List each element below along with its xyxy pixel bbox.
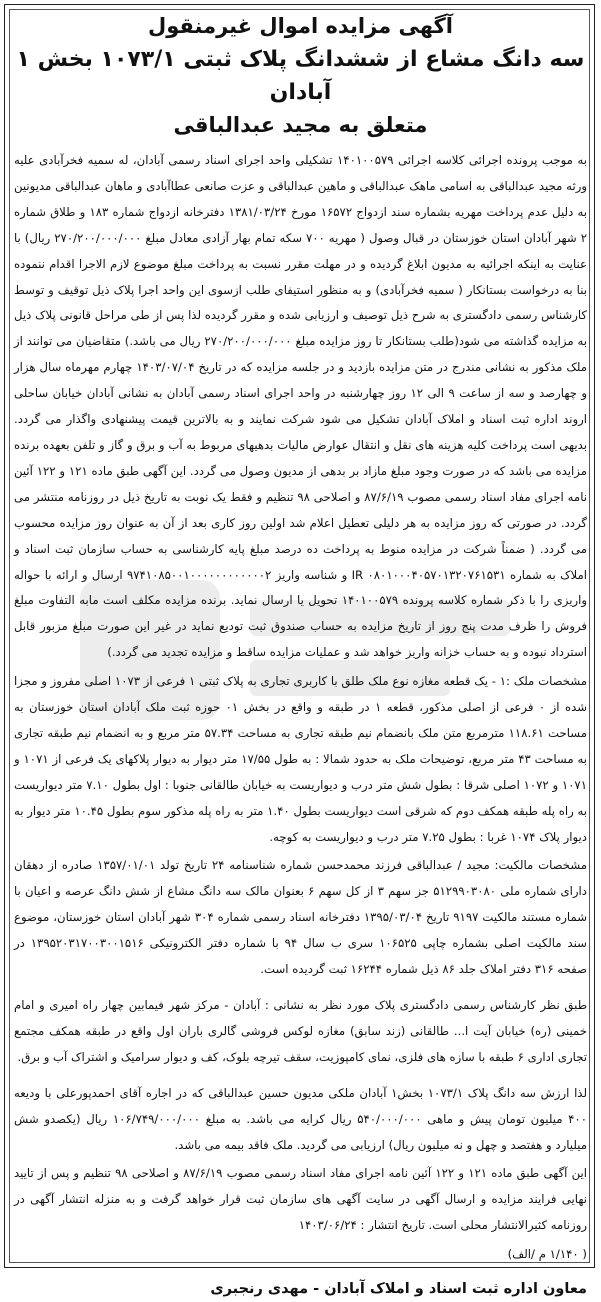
paragraph-property-specs: مشخصات ملک :۱ - یک قطعه مغازه نوع ملک طلق با کاربری تجاری به پلاک ثبتی ۱ فرعی از ۱۰۷۳ اصلی مفروز و مجزا شده از ۰ فرعی از اصلی مذکور، قطعه ۱ در طبقه و واقع در بخش ۰۱ حوزه ثبت ملک آبادان استان خوزستان به مساحت ۱۱۸.۶۱ مترمربع متن ملک بانضمام نیم طبقه تجاری به مساحت ۵۷.۳۴ متر مربع و به انضمام نیم طبقه تجاری به مساحت ۴۳ متر مربع، توضیحات ملک به حدود شمالا : به طول ۱۷/۵۵ متر دیوار به دیوار پلاکهای یک فرعی از ۱۰۷۱ و ۱۰۷۱ و ۱۰۷۲ اصلی شرقا : بطول شش متر درب و دیواریست به خیابان طالقانی جنوبا : اول بطول ۷.۱۰ متر دیواریست به راه پله طبقه همکف دوم که شرقی است دیواریست بطول ۱.۴۰ متر به راه پله مذکور سوم بطول ۱۰.۴۵ متر دیوار به دیوار پلاک ۱۰۷۴ غربا : بطول ۷.۲۵ متر درب و دیواریست به کوچه. (14, 674, 588, 844)
paragraph-gap (14, 983, 587, 993)
signature-line: معاون اداره ثبت اسناد و املاک آبادان - مهدی رنجبری (210, 1281, 587, 1298)
notice-reference-code: ( ۱/۱۴۰ م /الف) (507, 1247, 587, 1262)
paragraph-gap (14, 1071, 587, 1081)
paragraph-publication: این آگهی طبق ماده ۱۲۱ و ۱۲۲ آئین نامه اجرای مفاد اسناد رسمی مصوب ۸۷/۶/۱۹ و اصلاحی ۹۸ تنظیم و پس از تایید نهایی فرایند مزایده و ارسال آگهی در سایت آگهی های سازمان ثبت قرار خواهد گرفت و به منزله انتشار آگهی در روزنامه کثیرالانتشار محلی است. تاریخ انتشار : ۱۴۰۳/۰۶/۲۴ (14, 1166, 587, 1233)
notice-owner-line: متعلق به مجید عبدالباقی (173, 113, 428, 137)
paragraph-expert-opinion: طبق نظر کارشناس رسمی دادگستری پلاک مورد نظر به نشانی : آبادان - مرکز شهر فیمابین چهار راه امیری و امام خمینی (ره) خیابان آیت ا... طالقانی (زند سابق) مغازه لوکس فروشی گالری باران اول واقع در طبقه همکف مجتمع تجاری اداری ۶ طبقه با سازه های فلزی، نمای کامپوزیت، سقف تیرچه بلوک، کف و دیوار سرامیک و اشتراک آب و برق. (14, 998, 587, 1064)
notice-subtitle: سه دانگ مشاع از ششدانگ پلاک ثبتی ۱۰۷۳/۱ بخش ۱ آبادان (16, 47, 585, 105)
paragraph-case-details: به موجب پرونده اجرائی کلاسه اجرائی ۱۴۰۱۰۰۵۷۹ تشکیلی واحد اجرای اسناد رسمی آبادان، له سمیه فخرآبادی علیه ورثه مجید عبدالباقی به اسامی ماهک عبدالباقی و ماهین عبدالباقی و عزت صانعی عطاآبادی و ماهان عبدالباقی مدیونین به دلیل عدم پرداخت مهریه بشماره سند ازدواج ۱۶۵۷۲ مورخ ۱۳۸۱/۰۳/۲۴ دفترخانه ازدواج شماره ۱۸۳ و طلاق شماره ۲ شهر آبادان استان خوزستان در قبال وصول ( مهریه ۷۰۰ سکه تمام بهار آزادی معادل مبلغ ۲۷۰/۲۰۰/۰۰۰/۰۰۰ ریال) با عنایت به اینکه اجرائیه به مدیون ابلاغ گردیده و در مهلت مقرر نسبت به پرداخت مبلغ موضوع لازم الاجرا اقدام ننموده بنا به درخواست بستانکار ( سمیه فخرآبادی) و به منظور استیفای طلب ازسوی این واحد اجرا پلاک ذیل توقیف و توسط کارشناس رسمی دادگستری به شرح ذیل توصیف و ارزیابی شده و مقرر گردیده لذا پس از طی مراحل قانونی پلاک ذیل به مزایده گذاشته می شود(طلب بستانکار تا روز مزایده مبلغ ۲۷۰/۲۰۰/۰۰۰/۰۰۰ ریال می باشد.) متقاضیان می توانند از ملک مذکور به نشانی مندرج در متن مزایده بازدید و در جلسه مزایده که در تاریخ ۱۴۰۳/۰۷/۰۴ چهارم مهرماه سال هزار و چهارصد و سه از ساعت ۹ الی ۱۲ روز چهارشنبه در واحد اجرای اسناد رسمی آبادان به نشانی آبادان خیابان ساحلی اروند اداره ثبت اسناد و املاک آبادان تشکیل می شود شرکت نمایند و به بالاترین قیمت پیشنهادی واگذار می گردد. بدیهی است پرداخت کلیه هزینه های نقل و انتقال عوارض مالیات بدهیهای مربوط به آب و برق و گاز و تلفن بعهده برنده مزایده می باشد که در صورت وجود مبلغ مازاد بر بدهی از مدیون وصول می گردد. این آگهی طبق ماده ۱۲۱ و ۱۲۲ آئین نامه اجرای مفاد اسناد رسمی مصوب ۸۷/۶/۱۹ و اصلاحی ۹۸ تنظیم و فقط یک نوبت به تاریخ ذیل در روزنامه منتشر می گردد. در صورتی که روز مزایده به هر دلیلی تعطیل اعلام شد اولین روز کاری بعد از آن به عنوان روز مزایده محسوب می گردد. ( ضمناً شرکت در مزایده منوط به پرداخت ده درصد مبلغ پایه کارشناسی به حساب سازمان ثبت اسناد و املاک به شماره IR ۰۸۰۱۰۰۰۴۰۵۷۰۱۳۲۰۷۶۱۵۳۱ و شناسه واریز ۹۷۴۱۰۸۵۰۰۱۰۰۰۰۰۰۰۰۰۰۰۰۲ ارسال و ارائه با حواله واریزی را با ذکر شماره کلاسه پرونده ۱۴۰۱۰۰۵۷۹ تحویل یا ارسال نماید. برنده مزایده مکلف است مابه التفاوت مبلغ فروش را ظرف مدت پنج روز از تاریخ مزایده به حساب صندوق ثبت تودیع نماید در غیر این صورت مبلغ مزبور قابل استرداد نبوده و به حساب خزانه واریز خواهد شد و عملیات مزایده ساقط و مزایده تجدید می گردد.) (14, 153, 588, 660)
paragraph-ownership-specs: مشخصات مالکیت: مجید / عبدالباقی فرزند محمدحسن شماره شناسنامه ۲۴ تاریخ تولد ۱۳۵۷/۰۱/۰۱ صادره از دهقان دارای شماره ملی ۵۱۲۹۹۰۳۰۸۰ جز سهم ۳ از کل سهم ۶ بعنوان مالک سه دانگ مشاع از شش دانگ عرصه و اعیان با شماره مستند مالکیت ۹۱۹۷ تاریخ ۱۳۹۵/۰۳/۰۴ دفترخانه اسناد رسمی شماره ۳۰۴ شهر آبادان استان خوزستان، موضوع سند مالکیت اصلی بشماره چاپی ۱۰۶۵۲۵ سری ب سال ۹۴ با شماره دفتر الکترونیکی ۱۳۹۵۲۰۳۱۷۰۰۳۰۰۱۵۱۶ در صفحه ۳۱۶ دفتر املاک جلد ۸۶ ذیل شماره ۱۶۲۴۴ ثبت گردیده است. (14, 858, 588, 977)
notice-title: آگهی مزایده اموال غیرمنقول (148, 14, 453, 38)
notice-content (14, 10, 588, 1298)
paragraph-valuation: لذا ارزش سه دانگ پلاک ۱۰۷۳/۱ بخش۱ آبادان ملکی مدیون حسین عبدالباقی که در اجاره آقای احمدپورعلی با ودیعه ۴۰۰ میلیون تومان پیش و ماهی ۵۴۰/۰۰۰/۰۰۰ ریال کرایه می باشد. به مبلغ ۱۰۶/۷۴۹/۰۰۰/۰۰۰ ریال (یکصدو شش میلیارد و هفتصد و چهل و نه میلیون ریال) ارزیابی می گردید. ملک فاقد بیمه می باشد. (14, 1085, 588, 1152)
